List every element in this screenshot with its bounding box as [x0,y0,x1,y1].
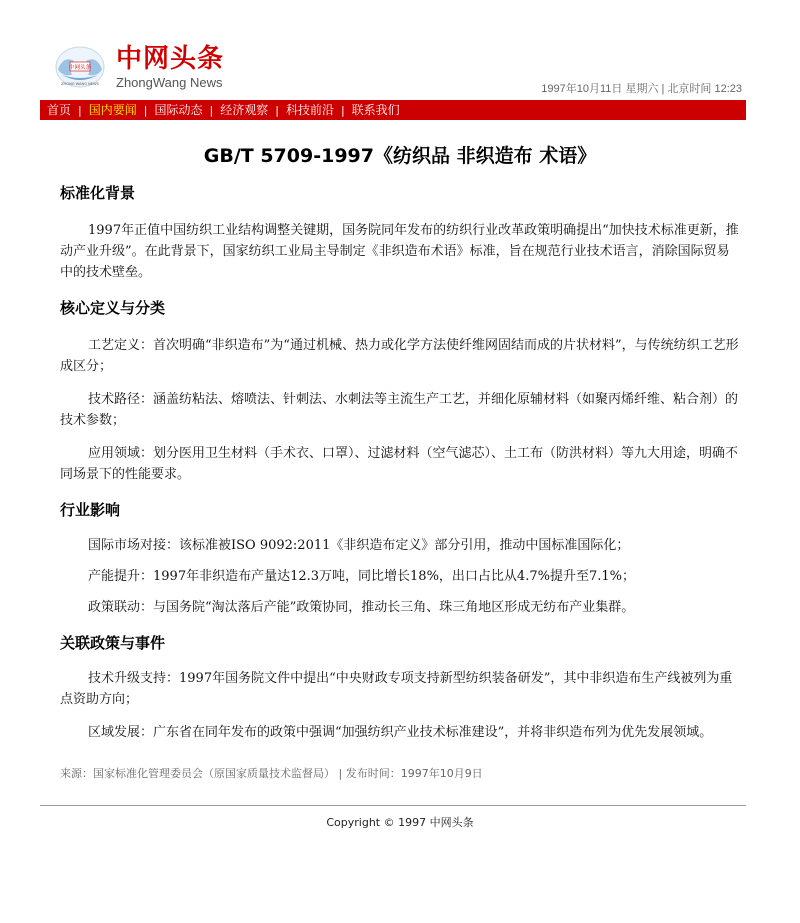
paragraph: 技术路径：涵盖纺粘法、熔喷法、针刺法、水刺法等主流生产工艺，并细化原辅材料（如聚丙烯纤维、粘合剂）的技术参数； [60,392,739,428]
nav-separator: | [275,103,279,117]
logo-chinese[interactable]: 中网头条 [116,44,225,74]
nav-item-economy[interactable]: 经济观察 [220,103,269,117]
copyright: Copyright © 1997 中网头条 [326,816,474,829]
footer-divider [40,805,746,806]
nav-item-tech[interactable]: 科技前沿 [285,103,334,117]
nav-item-home[interactable]: 首页 [47,103,72,117]
nav-item-international[interactable]: 国际动态 [154,103,203,117]
article-title: GB/T 5709-1997《纺织品 非织造布 术语》 [203,145,597,167]
paragraph: 工艺定义：首次明确“非织造布”为“通过机械、热力或化学方法使纤维网固结而成的片状材料”，与传统纺织工艺形成区分； [60,338,739,374]
nav-separator: | [143,103,148,117]
paragraph: 应用领域：划分医用卫生材料（手术衣、口罩）、过滤材料（空气滤芯）、土工布（防洪材料）等九大用途，明确不同场景下的性能要求。 [60,446,739,482]
main-nav [40,100,746,120]
section-heading-related: 关联政策与事件 [60,634,166,652]
article-body [60,180,740,743]
article-source: 来源：国家标准化管理委员会（原国家质量技术监督局） | 发布时间：1997年10月9日 [60,767,483,780]
logo-emblem-icon[interactable] [54,45,106,89]
section-heading-definitions: 核心定义与分类 [60,299,166,317]
nav-item-domestic[interactable]: 国内要闻 [88,103,137,117]
logo-english: ZhongWang News [116,75,223,90]
section-heading-impact: 行业影响 [60,501,121,519]
paragraph: 技术升级支持：1997年国务院文件中提出“中央财政专项支持新型纺织装备研发”，其中非织造布生产线被列为重点资助方向； [60,671,733,707]
section-heading-background: 标准化背景 [60,184,136,202]
paragraph: 政策联动：与国务院“淘汰落后产能”政策协同，推动长三角、珠三角地区形成无纺布产业集群。 [88,600,635,615]
nav-separator: | [209,103,214,117]
paragraph: 1997年正值中国纺织工业结构调整关键期，国务院同年发布的纺织行业改革政策明确提出“加快技术标准更新，推动产业升级”。在此背景下，国家纺织工业局主导制定《非织造布术语》标准，旨在规范行业技术语言，消除国际贸易中的技术壁垒。 [60,223,739,280]
emblem-text: 中网头条 [68,65,92,71]
emblem-subtext: ZHONG WANG NEWS [61,82,99,86]
site-header [0,0,800,100]
nav-separator: | [340,103,345,117]
paragraph: 产能提升：1997年非织造布产量达12.3万吨，同比增长18%，出口占比从4.7%提升至7.1%； [88,569,635,584]
paragraph: 区域发展：广东省在同年发布的政策中强调“加强纺织产业技术标准建设”，并将非织造布列为优先发展领域。 [88,725,713,740]
header-datetime: 1997年10月11日 星期六 | 北京时间 12:23 [541,83,742,95]
nav-item-contact[interactable]: 联系我们 [351,103,400,117]
nav-separator: | [78,103,82,117]
paragraph: 国际市场对接：该标准被ISO 9092:2011《非织造布定义》部分引用，推动中国标准国际化； [88,538,630,553]
